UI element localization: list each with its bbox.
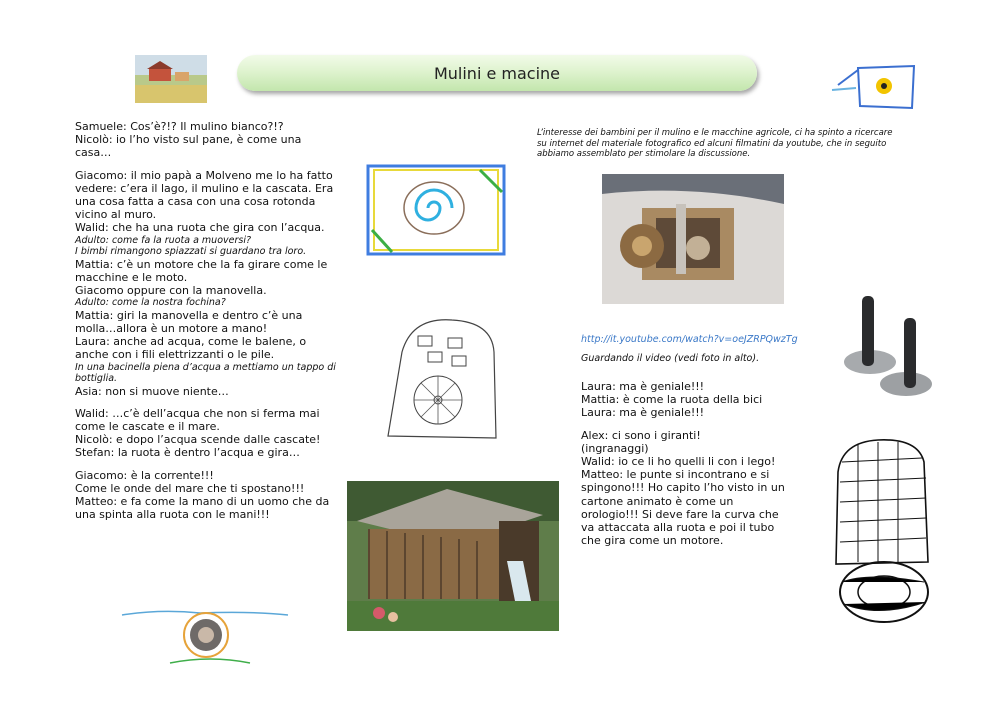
dialogue-line: Come le onde del mare che ti spostano!!! — [75, 481, 305, 495]
dialogue-line: Mattia: c’è un motore che la fa girare come le macchine e le moto. — [75, 257, 328, 284]
right-dialogue-column — [581, 380, 793, 547]
pencil-mill-drawing-image — [382, 312, 504, 440]
dialogue-line: (ingranaggi) — [581, 441, 649, 455]
intro-paragraph: L’interesse dei bambini per il mulino e le macchine agricole, ci ha spinto a ricercare su internet del materiale fotografico ed alcuni filmatini da youtube, che in seguito abbiamo assemblato per stimolare la discussione. — [537, 128, 893, 159]
crayon-spiral-drawing-image — [362, 160, 510, 260]
adult-note: In una bacinella piena d’acqua a mettiamo un tappo di bottiglia. — [75, 361, 336, 385]
dialogue-line: Mattia: giri la manovella e dentro c’è una molla…allora è un motore a mano! — [75, 308, 303, 335]
dialogue-line: Stefan: la ruota è dentro l’acqua e gira… — [75, 446, 300, 460]
lego-gears-photo — [836, 290, 938, 410]
ink-tower-wheel-drawing-image — [828, 432, 940, 632]
page-title-banner — [237, 55, 757, 91]
left-dialogue-column — [75, 120, 337, 521]
dialogue-line: Nicolò: io l’ho visto sul pane, è come una casa… — [75, 133, 302, 160]
dialogue-line: Alex: ci sono i giranti! — [581, 428, 701, 442]
dialogue-line: Giacomo: è la corrente!!! — [75, 468, 214, 482]
adult-note: Adulto: come la nostra fochina? — [75, 297, 226, 309]
dialogue-line: Samuele: Cos’è?!? Il mulino bianco?!? — [75, 120, 284, 133]
dialogue-line: Giacomo oppure con la manovella. — [75, 284, 267, 298]
water-wheel-drawing-image — [120, 605, 290, 669]
dialogue-line: Walid: …c’è dell’acqua che non si ferma mai come le cascate e il mare. — [75, 406, 320, 433]
watermill-photo — [347, 481, 559, 631]
dialogue-line: Mattia: è come la ruota della bici — [581, 393, 763, 407]
dialogue-line: Giacomo: il mio papà a Molveno me lo ha fatto vedere: c’era il lago, il mulino e la cascata. Era una cosa fatta a casa con una cosa rotonda vicino al muro. — [75, 168, 334, 222]
flag-drawing-image — [828, 60, 918, 110]
video-caption: Guardando il video (vedi foto in alto). — [581, 353, 760, 364]
mill-mechanism-photo — [602, 174, 784, 304]
dialogue-line: Asia: non si muove niente… — [75, 384, 229, 398]
dialogue-line: Walid: che ha una ruota che gira con l’acqua. — [75, 221, 325, 235]
page-title: Mulini e macine — [433, 63, 561, 83]
youtube-video-link[interactable]: http://it.youtube.com/watch?v=oeJZRPQwzTg — [581, 334, 798, 345]
dialogue-line: Laura: ma è geniale!!! — [581, 380, 705, 393]
adult-note: Adulto: come fa la ruota a muoversi? — [75, 234, 252, 246]
dialogue-line: Laura: anche ad acqua, come le balene, o anche con i fili elettrizzanti o le pile. — [75, 335, 307, 362]
dialogue-line: Nicolò: e dopo l’acqua scende dalle cascate! — [75, 433, 321, 447]
landscape-painting-image — [135, 55, 207, 103]
dialogue-line: Laura: ma è geniale!!! — [581, 406, 705, 420]
dialogue-line: Matteo: le punte si incontrano e si spingono!!! Ho capito l’ho visto in un cartone animato è come un orologio!!! Si deve fare la curva che va attaccata alla ruota e poi il tubo che gira come un motore. — [581, 468, 785, 548]
dialogue-line: Matteo: e fa come la mano di un uomo che da una spinta alla ruota con le mani!!! — [75, 494, 330, 522]
dialogue-line: Walid: io ce li ho quelli li con i lego! — [581, 455, 776, 469]
adult-note: I bimbi rimangono spiazzati si guardano tra loro. — [75, 246, 307, 258]
